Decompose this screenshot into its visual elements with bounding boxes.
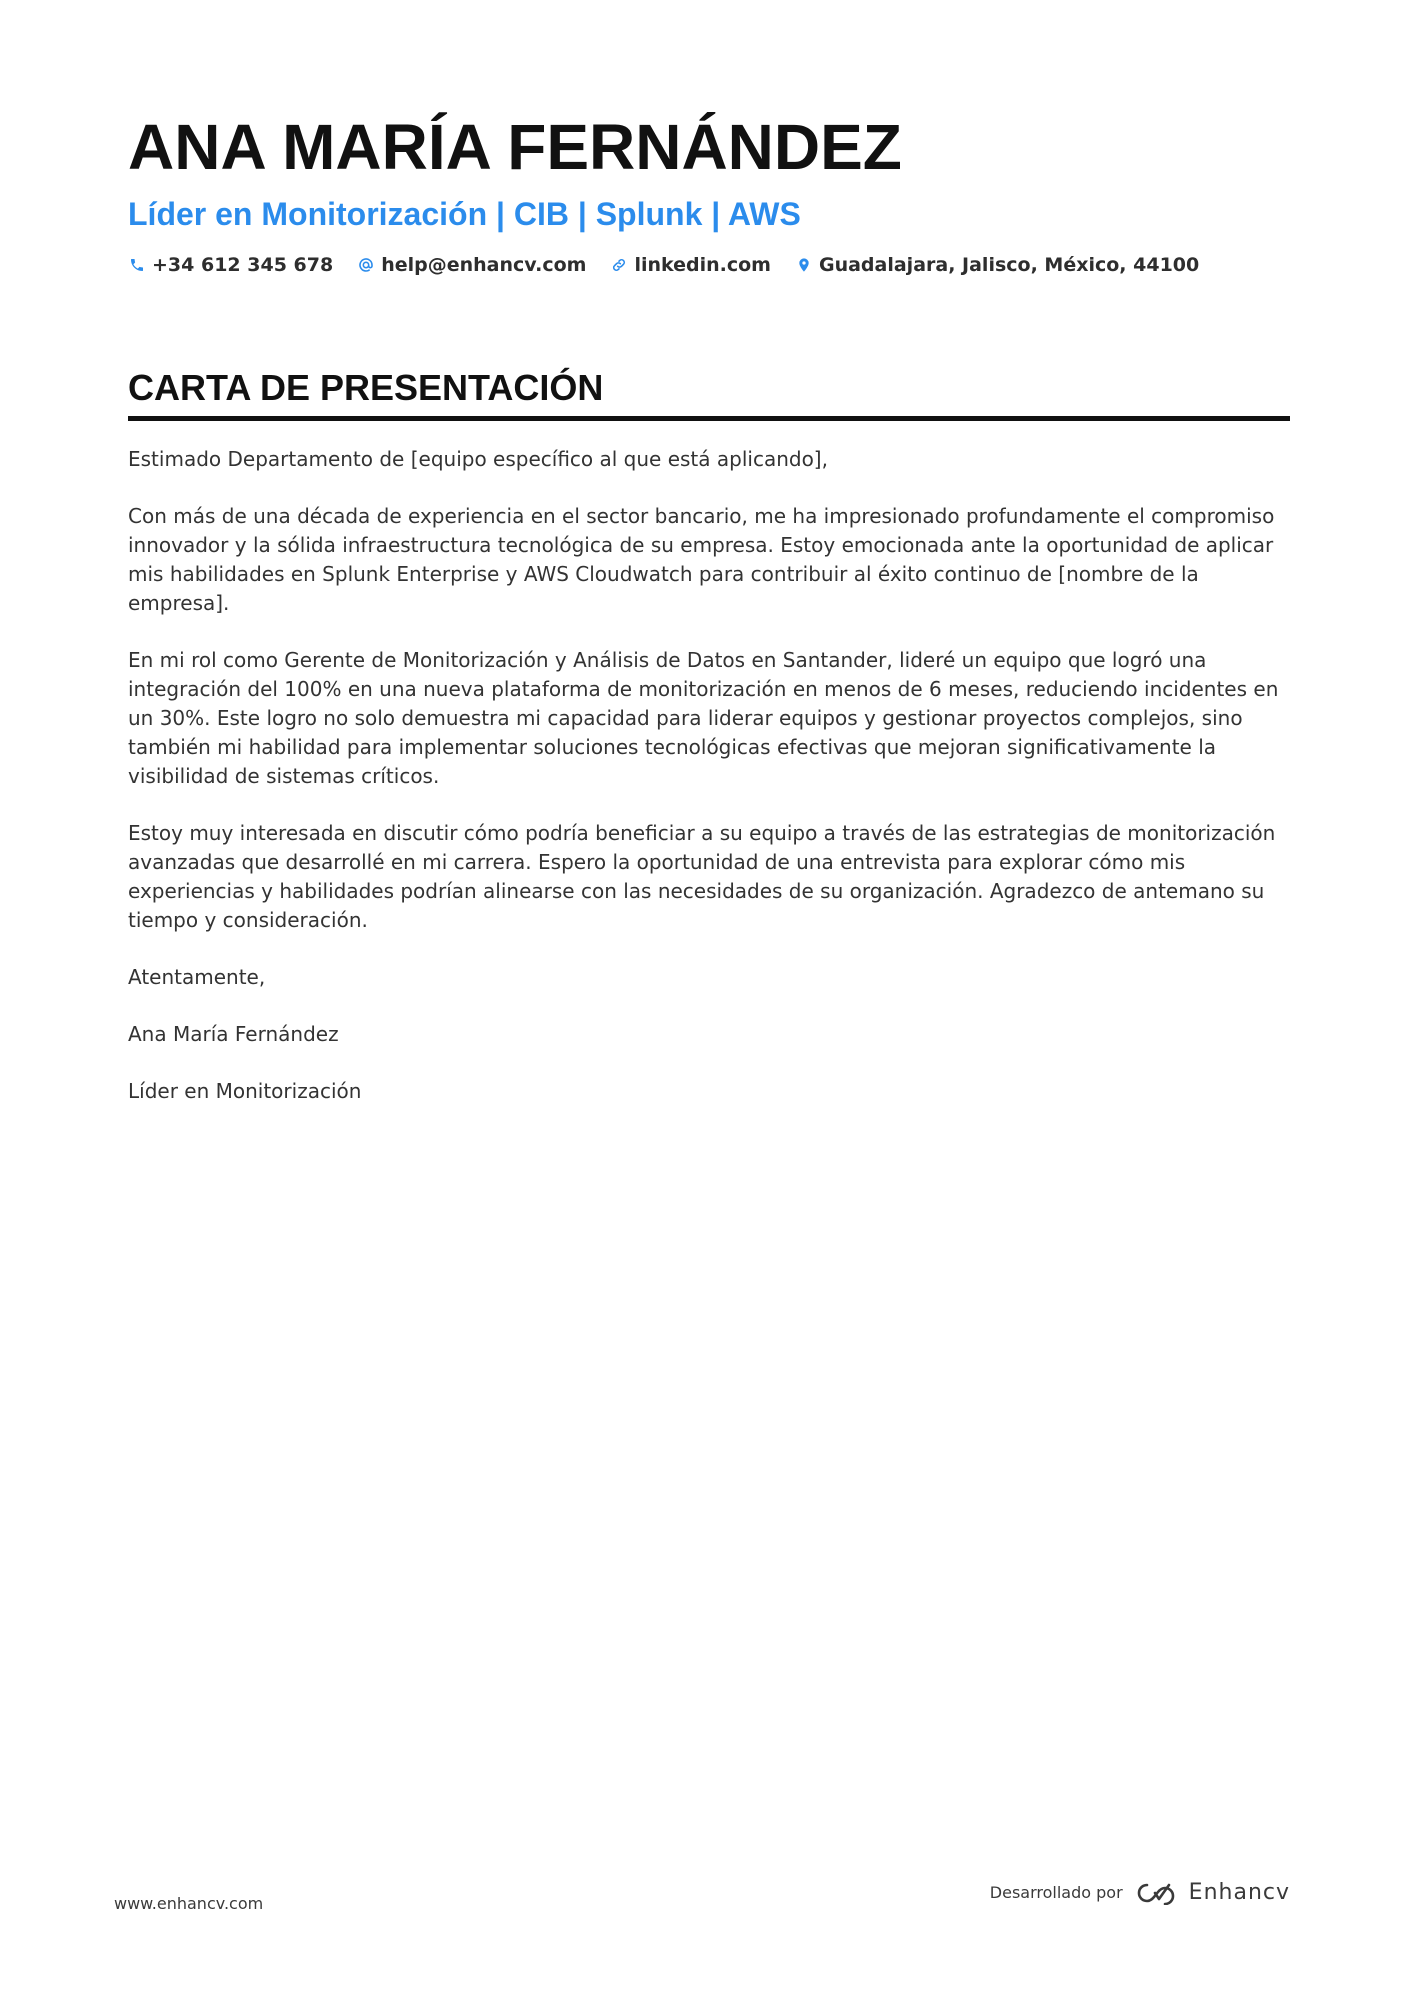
brand-logo[interactable]	[1135, 1880, 1290, 1905]
letter-signature-title: Líder en Monitorización	[128, 1079, 362, 1103]
contact-email[interactable]	[357, 254, 586, 276]
letter-paragraph: Estoy muy interesada en discutir cómo podría beneficiar a su equipo a través de las estrategias de monitorización avanzadas que desarrollé en mi carrera. Espero la oportunidad de una entrevista para explorar cómo mis experiencias y habilidades podrían alinearse con las necesidades de su organización. Agradezco de antemano su tiempo y consideración.	[128, 821, 1276, 932]
enhancv-logo-icon	[1135, 1881, 1181, 1905]
at-icon	[357, 256, 375, 274]
header	[128, 108, 1288, 276]
letter-paragraph: Con más de una década de experiencia en el sector bancario, me ha impresionado profundamente el compromiso innovador y la sólida infraestructura tecnológica de su empresa. Estoy emocionada ante la oportunidad de aplicar mis habilidades en Splunk Enterprise y AWS Cloudwatch para contribuir al éxito continuo de [nombre de la empresa].	[128, 504, 1275, 615]
link-icon	[610, 256, 628, 274]
contact-location-text: Guadalajara, Jalisco, México, 44100	[818, 254, 1200, 276]
cover-letter-section	[128, 364, 1290, 1134]
letter-closing: Atentamente,	[128, 965, 266, 989]
section-title: CARTA DE PRESENTACIÓN	[128, 367, 604, 408]
contact-email-text: help@enhancv.com	[381, 254, 587, 276]
candidate-title: Líder en Monitorización | CIB | Splunk | AWS	[128, 196, 801, 232]
powered-by-label: Desarrollado por	[989, 1883, 1123, 1902]
section-divider	[128, 416, 1290, 421]
brand-name: Enhancv	[1188, 1880, 1290, 1905]
contact-linkedin[interactable]	[610, 254, 771, 276]
footer-website[interactable]: www.enhancv.com	[114, 1894, 264, 1913]
letter-greeting: Estimado Departamento de [equipo específico al que está aplicando],	[128, 447, 828, 471]
contact-location	[795, 254, 1199, 276]
contact-phone[interactable]	[128, 254, 333, 276]
location-pin-icon	[795, 256, 813, 274]
contact-linkedin-text: linkedin.com	[634, 254, 771, 276]
letter-signature-name: Ana María Fernández	[128, 1022, 339, 1046]
letter-paragraph: En mi rol como Gerente de Monitorización y Análisis de Datos en Santander, lideré un equipo que logró una integración del 100% en una nueva plataforma de monitorización en menos de 6 meses, reduciendo incidentes en un 30%. Este logro no solo demuestra mi capacidad para liderar equipos y gestionar proyectos complejos, sino también mi habilidad para implementar soluciones tecnológicas efectivas que mejoran significativamente la visibilidad de sistemas críticos.	[128, 648, 1279, 788]
letter-body	[128, 445, 1290, 1106]
phone-icon	[128, 256, 146, 274]
candidate-name: ANA MARÍA FERNÁNDEZ	[128, 111, 902, 183]
contact-bar	[128, 254, 1288, 276]
contact-phone-text: +34 612 345 678	[152, 254, 334, 276]
footer-credit	[990, 1880, 1290, 1905]
